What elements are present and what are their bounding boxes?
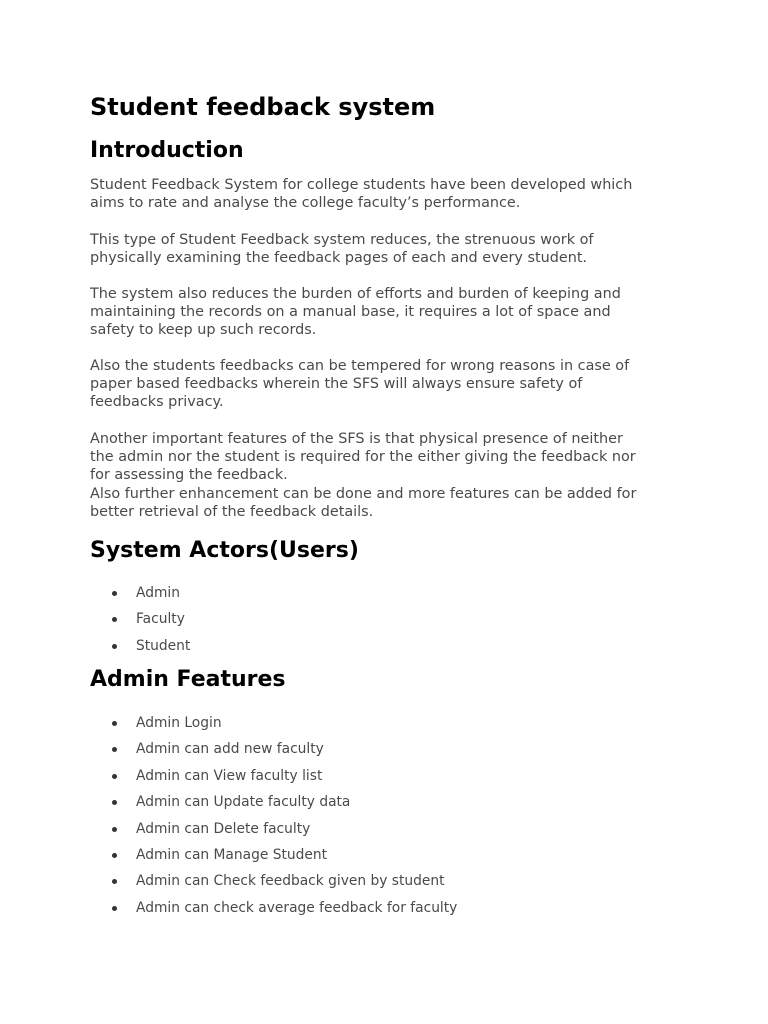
bullet-icon <box>112 747 117 752</box>
list-item <box>90 846 457 872</box>
intro-paragraph-2: This type of Student Feedback system reduces, the strenuous work of physically examining the feedback pages of each and every student. <box>90 232 594 267</box>
feature-label: Admin Login <box>136 715 222 731</box>
intro-paragraph-4: Also the students feedbacks can be tempered for wrong reasons in case of paper based feedbacks wherein the SFS will always ensure safety of feedbacks privacy. <box>90 358 630 411</box>
actor-label: Student <box>136 637 191 654</box>
list-item <box>90 714 457 740</box>
bullet-icon <box>112 644 117 649</box>
bullet-icon <box>112 591 117 596</box>
introduction-heading: Introduction <box>90 138 244 163</box>
bullet-icon <box>112 827 117 832</box>
bullet-icon <box>112 721 117 726</box>
list-item <box>90 767 457 793</box>
feature-label: Admin can View faculty list <box>136 767 323 784</box>
admin-features-list <box>90 714 457 925</box>
bullet-icon <box>112 906 117 911</box>
bullet-icon <box>112 853 117 858</box>
feature-label: Admin can Check feedback given by student <box>136 873 445 890</box>
document-title: Student feedback system <box>90 93 436 121</box>
list-item <box>90 584 190 610</box>
actor-label: Faculty <box>136 611 185 628</box>
feature-label: Admin can Update faculty data <box>136 794 351 811</box>
bullet-icon <box>112 774 117 779</box>
list-item <box>90 820 457 846</box>
intro-paragraph-5: Another important features of the SFS is that physical presence of neither the admin nor the student is required for the either giving the feedback nor for assessing the feedback. Also further enhancement can be done and more features can be added for better retrieval of the feedback details. <box>90 431 637 520</box>
list-item <box>90 610 190 636</box>
list-item <box>90 899 457 925</box>
feature-label: Admin can Delete faculty <box>136 820 311 837</box>
admin-features-heading: Admin Features <box>90 667 286 692</box>
list-item <box>90 793 457 819</box>
actor-label: Admin <box>136 585 180 601</box>
system-actors-heading: System Actors(Users) <box>90 538 359 563</box>
bullet-icon <box>112 879 117 884</box>
list-item <box>90 637 190 663</box>
bullet-icon <box>112 617 117 622</box>
intro-paragraph-3: The system also reduces the burden of efforts and burden of keeping and maintaining the records on a manual base, it requires a lot of space and safety to keep up such records. <box>90 286 621 339</box>
list-item <box>90 740 457 766</box>
feature-label: Admin can Manage Student <box>136 846 328 863</box>
feature-label: Admin can add new faculty <box>136 741 324 758</box>
intro-paragraph-1: Student Feedback System for college students have been developed which aims to rate and analyse the college faculty’s performance. <box>90 177 633 212</box>
list-item <box>90 872 457 898</box>
bullet-icon <box>112 800 117 805</box>
feature-label: Admin can check average feedback for faculty <box>136 899 458 916</box>
actors-list <box>90 584 190 663</box>
